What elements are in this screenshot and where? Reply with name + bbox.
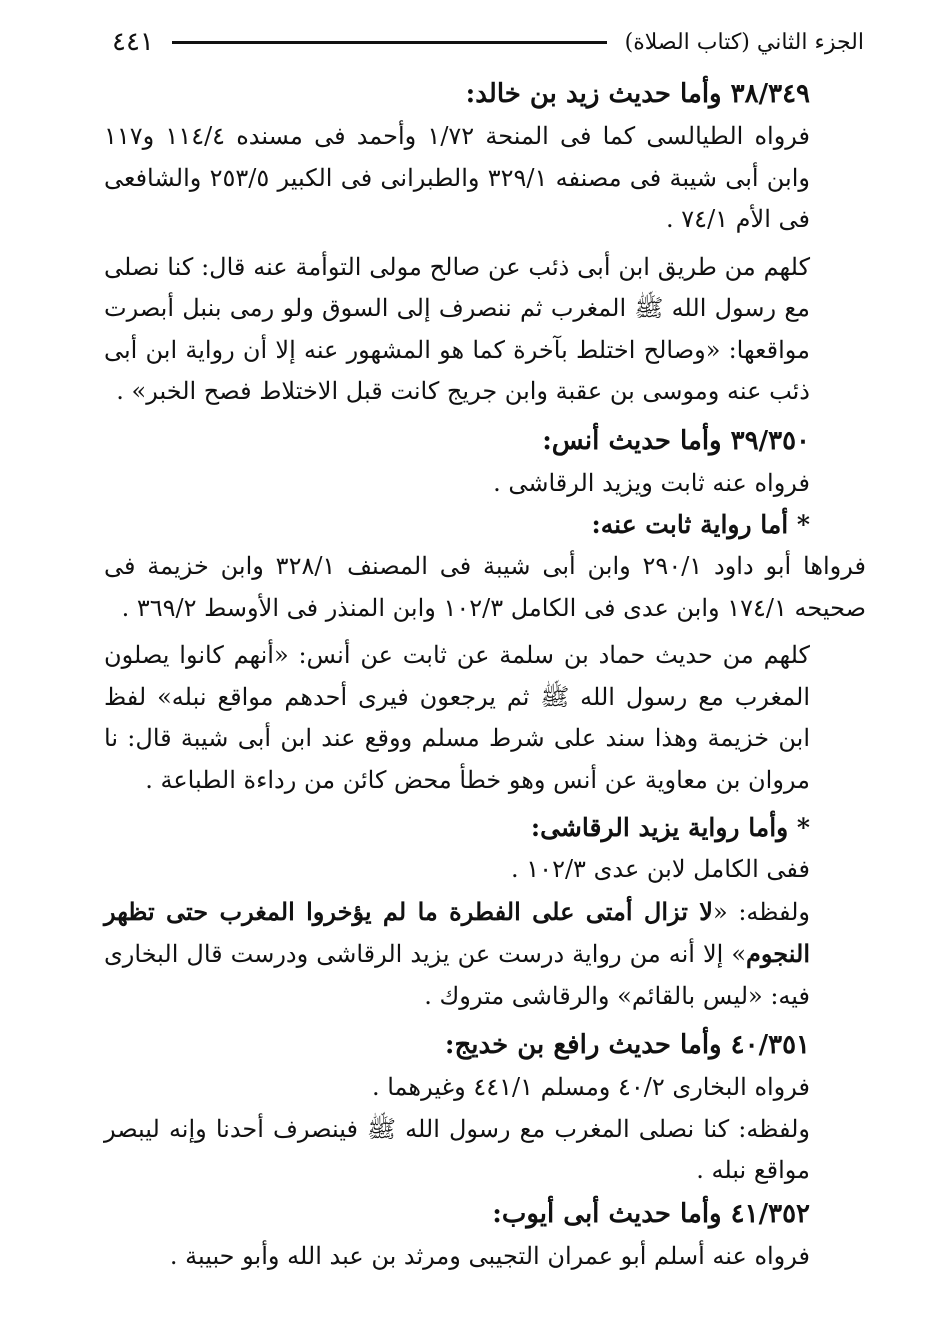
paragraph: فرواه عنه أسلم أبو عمران التجيبى ومرثد بن عبد الله وأبو حبيبة . — [169, 1241, 810, 1270]
subheading-yazid: * وأما رواية يزيد الرقاشى: — [530, 813, 810, 842]
page-header — [112, 22, 864, 62]
hadith-quote: لا تزال أمتى على الفطرة ما لم يؤخروا المغرب حتى تظهر النجوم — [104, 896, 810, 968]
page-number: ٤٤١ — [112, 27, 154, 57]
paragraph: فرواها أبو داود ٢٩٠/١ وابن أبى شيبة فى المصنف ٣٢٨/١ وابن خزيمة فى صحيحه ١٧٤/١ وابن عدى فى الكامل ١٠٢/٣ وابن المنذر فى الأوسط ٣٦٩/٢ . — [104, 552, 866, 622]
paragraph-hadith-text — [104, 891, 866, 1018]
subheading-thabit: * أما رواية ثابت عنه: — [591, 510, 810, 539]
paragraph: كلهم من طريق ابن أبى ذئب عن صالح مولى التوأمة عنه قال: كنا نصلى مع رسول الله ﷺ المغرب ثم ننصرف إلى السوق ولو رمى بنبل أبصرت مواقعها: «وصالح اختلط بآخرة كما هو المشهور عنه إلا أن رواية ابن أبى ذئب عنه وموسى بن عقبة وابن جريج كانت قبل الاختلاط فصح الخبر» . — [104, 252, 810, 405]
quote-intro: ولفظه: « — [712, 897, 810, 926]
paragraph: فرواه عنه ثابت ويزيد الرقاشى . — [493, 468, 810, 497]
paragraph: كلهم من حديث حماد بن سلمة عن ثابت عن أنس: «أنهم كانوا يصلون المغرب مع رسول الله ﷺ ثم يرجعون فيرى أحدهم مواقع نبله» لفظ ابن خزيمة وهذا سند على شرط مسلم ووقع عند ابن أبى شيبة قال: نا مروان بن معاوية عن أنس وهو خطأ محض كائن من رداءة الطباعة . — [104, 641, 810, 794]
paragraph: ففى الكامل لابن عدى ١٠٢/٣ . — [511, 855, 810, 883]
paragraph: فرواه الطيالسى كما فى المنحة ١/٧٢ وأحمد فى مسنده ١١٤/٤ و١١٧ وابن أبى شيبة فى مصنفه ٣٢٩/١ والطبرانى فى الكبير ٢٥٣/٥ والشافعى فى الأم ٧٤/١ . — [104, 122, 810, 233]
running-title: الجزء الثاني (كتاب الصلاة) — [624, 29, 864, 55]
section-heading-350: ٣٩/٣٥٠ وأما حديث أنس: — [542, 425, 810, 456]
section-heading-351: ٤٠/٣٥١ وأما حديث رافع بن خديج: — [444, 1030, 810, 1060]
paragraph: فرواه البخارى ٤٠/٢ ومسلم ٤٤١/١ وغيرهما . — [371, 1073, 810, 1101]
section-heading-349: ٣٨/٣٤٩ وأما حديث زيد بن خالد: — [465, 79, 810, 109]
header-rule — [172, 41, 607, 44]
section-heading-352: ٤١/٣٥٢ وأما حديث أبى أيوب: — [492, 1198, 810, 1229]
quote-rest: » إلا أنه من رواية درست عن يزيد الرقاشى ودرست قال البخارى فيه: «ليس بالقائم» والرقاشى متروك . — [104, 940, 810, 1010]
page-body — [104, 72, 866, 1277]
paragraph: ولفظه: كنا نصلى المغرب مع رسول الله ﷺ فينصرف أحدنا وإنه ليبصر مواقع نبله . — [104, 1114, 810, 1184]
